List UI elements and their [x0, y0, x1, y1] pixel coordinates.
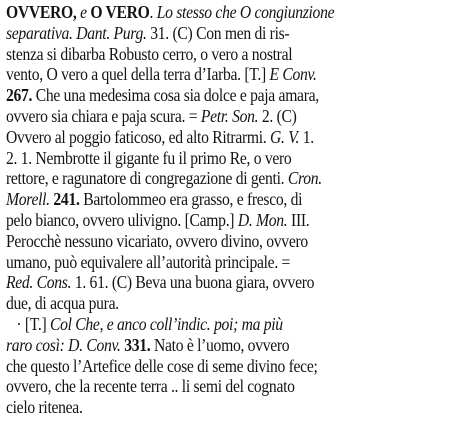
text-segment: umano, può equivalere all’autorità principale. =	[6, 251, 291, 272]
entry-line	[6, 23, 405, 44]
dictionary-entry	[6, 2, 470, 420]
text-segment: 1. 61. (C) Beva una buona giara, ovvero	[71, 272, 315, 293]
text-segment: e	[80, 2, 91, 22]
text-segment: separativa. Dant. Purg.	[6, 22, 147, 43]
text-segment: OVVERO,	[6, 2, 81, 22]
text-segment: Col Che, e anco coll’indic. poi; ma più	[49, 313, 283, 334]
entry-line	[6, 168, 405, 189]
text-segment: che questo l’Artefice delle cose di seme divino fece;	[6, 355, 318, 376]
text-segment: cielo ritenea.	[6, 397, 83, 418]
text-segment: vento, O vero a quel della terra d’Iarba. [T.]	[6, 64, 270, 85]
text-segment: · [T.]	[16, 313, 50, 334]
entry-line	[6, 127, 405, 148]
text-segment: 2. 1. Nembrotte il gigante fu il primo Re, o vero	[6, 147, 292, 168]
entry-line	[6, 44, 405, 65]
entry-line	[6, 335, 405, 356]
text-segment: Bartolommeo era grasso, e fresco, di	[79, 189, 303, 210]
entry-line	[6, 64, 405, 85]
text-segment: O VERO	[90, 2, 150, 22]
entry-line	[6, 210, 405, 231]
text-segment: stenza si dibarba Robusto cerro, o vero a nostral	[6, 43, 293, 64]
entry-line	[6, 231, 405, 252]
text-segment: E Conv.	[269, 64, 317, 85]
entry-line	[6, 148, 405, 169]
entry-line	[6, 376, 405, 397]
text-segment: Petr. Son.	[200, 105, 259, 126]
entry-line	[6, 252, 405, 273]
text-segment: rettore, e ragunatore di congregazione di genti.	[6, 168, 288, 189]
text-segment: Ovvero al poggio faticoso, ed alto Ritrarmi.	[6, 126, 271, 147]
text-segment: 2. (C)	[258, 105, 297, 126]
text-segment: Red. Cons.	[6, 272, 72, 293]
entry-line	[6, 85, 405, 106]
entry-line	[6, 106, 405, 127]
text-segment: due, di acqua pura.	[6, 293, 119, 314]
text-segment: 241.	[49, 189, 80, 210]
entry-line	[6, 397, 405, 418]
text-segment: Nato è l’uomo, ovvero	[150, 334, 290, 355]
text-segment: ovvero sia chiara e paja scura. =	[6, 105, 201, 126]
text-segment: Cron.	[287, 168, 322, 189]
text-segment: D. Mon.	[237, 209, 288, 230]
text-segment: Che una medesima cosa sia dolce e paja amara,	[32, 85, 319, 106]
text-segment: 331.	[120, 334, 151, 355]
entry-line	[6, 356, 405, 377]
entry-line	[6, 293, 405, 314]
text-segment: III.	[287, 209, 310, 230]
text-segment: G. V.	[270, 126, 300, 147]
text-segment: 1.	[299, 126, 314, 147]
text-segment: pelo bianco, ovvero ulivigno. [Camp.]	[6, 209, 238, 230]
entry-line	[6, 2, 405, 23]
text-segment: raro così: D. Conv.	[6, 334, 121, 355]
text-segment: .	[149, 2, 157, 22]
text-segment: 267.	[6, 85, 33, 106]
entry-line	[6, 314, 405, 335]
text-segment: ovvero, che la recente terra .. li semi del cognato	[6, 376, 295, 397]
text-segment: Lo stesso che O congiunzione	[156, 2, 335, 22]
text-segment: Morell.	[6, 189, 50, 210]
text-segment: Perocchè nessuno vicariato, ovvero divino, ovvero	[6, 230, 308, 251]
entry-line	[6, 272, 405, 293]
text-segment: 31. (C) Con men di ris-	[146, 22, 290, 43]
entry-line	[6, 189, 405, 210]
